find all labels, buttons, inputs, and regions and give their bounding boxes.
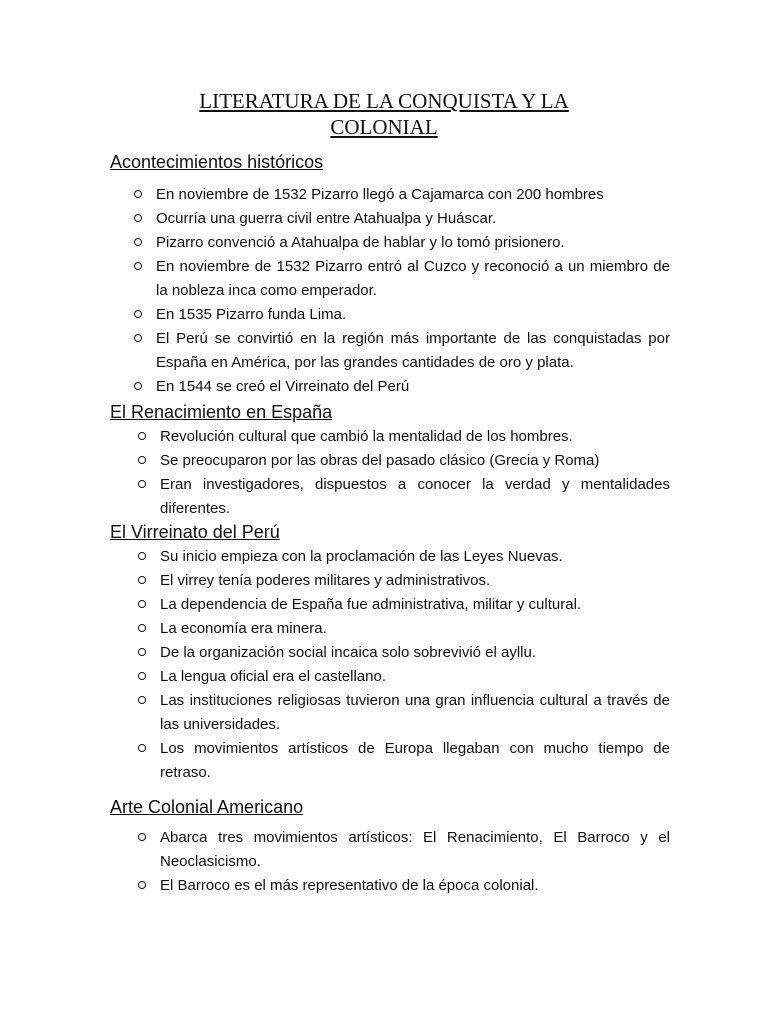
- circle-bullet-icon: [134, 190, 142, 198]
- list-item: Eran investigadores, dispuestos a conocer la verdad y mentalidades diferentes.: [114, 473, 670, 521]
- section-heading: El Virreinato del Perú: [110, 522, 280, 542]
- circle-bullet-icon: [134, 334, 142, 342]
- circle-bullet-icon: [138, 432, 146, 440]
- list-item: Revolución cultural que cambió la mentalidad de los hombres.: [114, 425, 670, 449]
- circle-bullet-icon: [138, 648, 146, 656]
- list-item: El Perú se convirtió en la región más importante de las conquistadas por España en América, por las grandes cantidades de oro y plata.: [110, 327, 670, 375]
- circle-bullet-icon: [138, 696, 146, 704]
- list-item: Los movimientos artísticos de Europa llegaban con mucho tiempo de retraso.: [114, 737, 670, 785]
- list-item: La economía era minera.: [114, 617, 670, 641]
- bullet-list: [110, 545, 670, 785]
- list-item: Se preocuparon por las obras del pasado clásico (Grecia y Roma): [114, 449, 670, 473]
- circle-bullet-icon: [134, 238, 142, 246]
- section-heading: Arte Colonial Americano: [110, 797, 304, 817]
- circle-bullet-icon: [138, 456, 146, 464]
- circle-bullet-icon: [138, 552, 146, 560]
- circle-bullet-icon: [134, 310, 142, 318]
- list-item: Su inicio empieza con la proclamación de las Leyes Nuevas.: [114, 545, 670, 569]
- bullet-list: [110, 183, 670, 399]
- section-virreinato-peru: [110, 521, 670, 785]
- list-item: Abarca tres movimientos artísticos: El Renacimiento, El Barroco y el Neoclasicismo.: [114, 826, 670, 874]
- circle-bullet-icon: [138, 480, 146, 488]
- circle-bullet-icon: [138, 576, 146, 584]
- section-renacimiento-espana: [110, 401, 670, 521]
- list-item: El Barroco es el más representativo de la época colonial.: [114, 874, 670, 898]
- section-heading: El Renacimiento en España: [110, 402, 333, 422]
- list-item: La dependencia de España fue administrativa, militar y cultural.: [114, 593, 670, 617]
- title-line-2: COLONIAL: [330, 115, 438, 139]
- circle-bullet-icon: [134, 214, 142, 222]
- circle-bullet-icon: [138, 881, 146, 889]
- list-item: Las instituciones religiosas tuvieron una gran influencia cultural a través de las universidades.: [114, 689, 670, 737]
- list-item: La lengua oficial era el castellano.: [114, 665, 670, 689]
- list-item: En noviembre de 1532 Pizarro entró al Cuzco y reconoció a un miembro de la nobleza inca como emperador.: [110, 255, 670, 303]
- circle-bullet-icon: [138, 672, 146, 680]
- list-item: Ocurría una guerra civil entre Atahualpa y Huáscar.: [110, 207, 670, 231]
- list-item: En 1535 Pizarro funda Lima.: [110, 303, 670, 327]
- bullet-list: [110, 425, 670, 521]
- circle-bullet-icon: [134, 382, 142, 390]
- list-item: El virrey tenía poderes militares y administrativos.: [114, 569, 670, 593]
- circle-bullet-icon: [138, 744, 146, 752]
- circle-bullet-icon: [138, 624, 146, 632]
- circle-bullet-icon: [138, 600, 146, 608]
- circle-bullet-icon: [134, 262, 142, 270]
- list-item: De la organización social incaica solo sobrevivió el ayllu.: [114, 641, 670, 665]
- list-item: Pizarro convenció a Atahualpa de hablar y lo tomó prisionero.: [110, 231, 670, 255]
- bullet-list: [110, 826, 670, 898]
- section-heading: Acontecimientos históricos: [110, 152, 324, 172]
- document-title: [150, 88, 618, 140]
- section-acontecimientos-historicos: [110, 151, 670, 399]
- section-arte-colonial-americano: [110, 796, 670, 898]
- circle-bullet-icon: [138, 833, 146, 841]
- list-item: En noviembre de 1532 Pizarro llegó a Cajamarca con 200 hombres: [110, 183, 670, 207]
- list-item: En 1544 se creó el Virreinato del Perú: [110, 375, 670, 399]
- title-line-1: LITERATURA DE LA CONQUISTA Y LA: [199, 89, 569, 113]
